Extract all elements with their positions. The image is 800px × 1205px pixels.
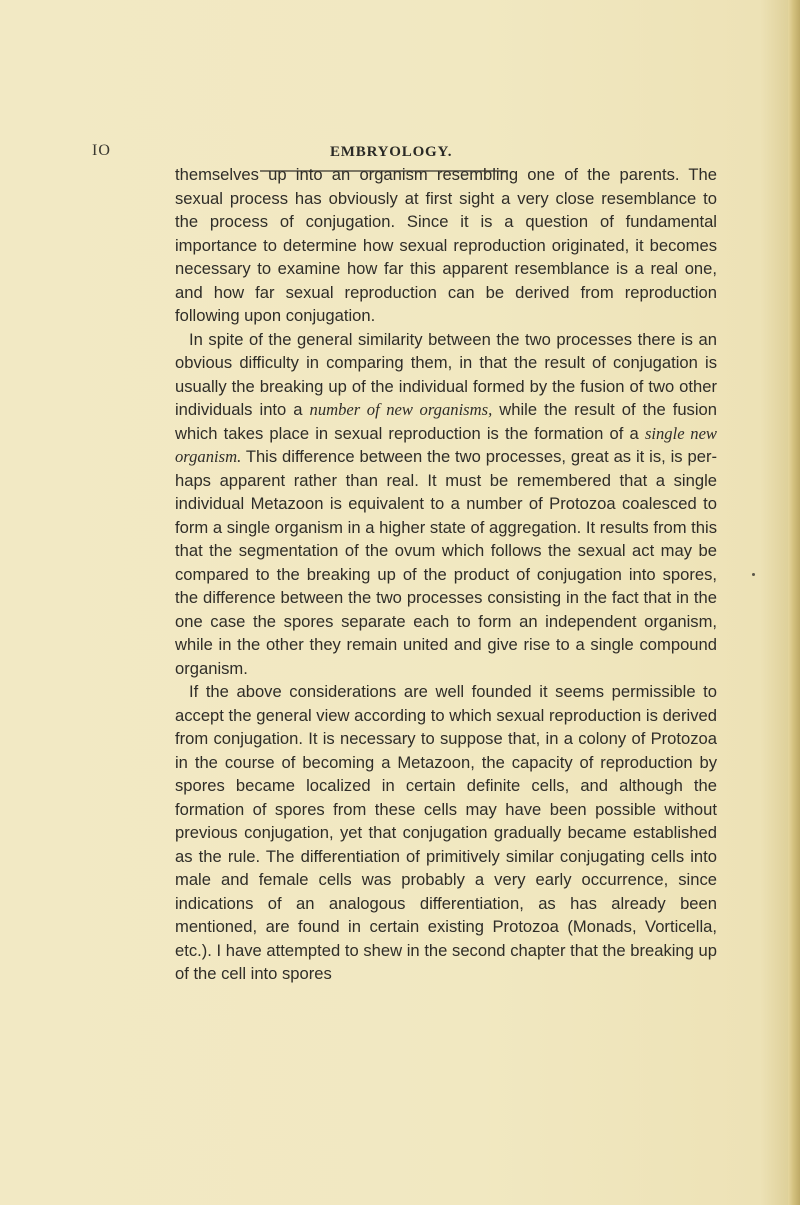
paragraph-2-text-a: In spite of the general similarity between the two processes there is an obvious difficulty in comparing them, in that the result of conjugation is usually the breaking up of the individual formed by the fusion of two other individuals into a <box>175 329 717 419</box>
paragraph-2-text-c: This difference between the two processes, great as it is, is perhaps apparent rather than real. It must be remembered that a single individual Metazoon is equivalent to a number of Protozoa coalesced to form a single organism in a higher state of aggregation. It results from this that the segmentation of the ovum which follows the sexual act may be compared to the breaking up of the product of conjugation into spores, the difference between the two processes consisting in the fact that in the one case the spores separate each to form an independent organism, while in the other they remain united and give rise to a single compound organism. <box>175 447 717 678</box>
italic-phrase-single-new-organism: single new organism. <box>175 423 718 466</box>
page-edge-shadow <box>788 0 800 1205</box>
running-head: EMBRYOLOGY. <box>330 144 453 160</box>
body-text <box>175 163 717 986</box>
paragraph-2 <box>175 328 717 681</box>
page-number: IO <box>92 142 111 159</box>
paragraph-2-text-b: while the result of the fusion which takes place in sexual reproduction is the formation of a <box>175 400 717 443</box>
paragraph-3: If the above considerations are well founded it seems permissible to accept the general view according to which sexual reproduction is derived from conjugation. It is necessary to suppose that, in a colony of Protozoa in the course of becoming a Metazoon, the capacity of reproduction by spores became localized in certain definite cells, and although the formation of spores from these cells may have been possible without previous conjugation, yet that conjugation gradually became established as the rule. The differentiation of primitively similar conjugating cells into male and female cells was probably a very early occurrence, since indications of an analogous differentiation, as has already been mentioned, are found in certain existing Protozoa (Monads, Vorticella, etc.). I have attempted to shew in the second chapter that the breaking up of the cell into spores <box>175 682 717 983</box>
italic-phrase-number-of-new-organisms: number of new organisms, <box>309 400 493 419</box>
paper-speck <box>752 573 755 576</box>
paragraph-1: themselves up into an organism resembling one of the parents. The sexual process has obviously at first sight a very close resemblance to the process of conjugation. Since it is a question of fundamental importance to determine how sexual reproduction originated, it becomes necessary to examine how far this apparent resemblance is a real one, and how far sexual reproduction can be derived from reproduction following upon conjugation. <box>175 165 717 325</box>
